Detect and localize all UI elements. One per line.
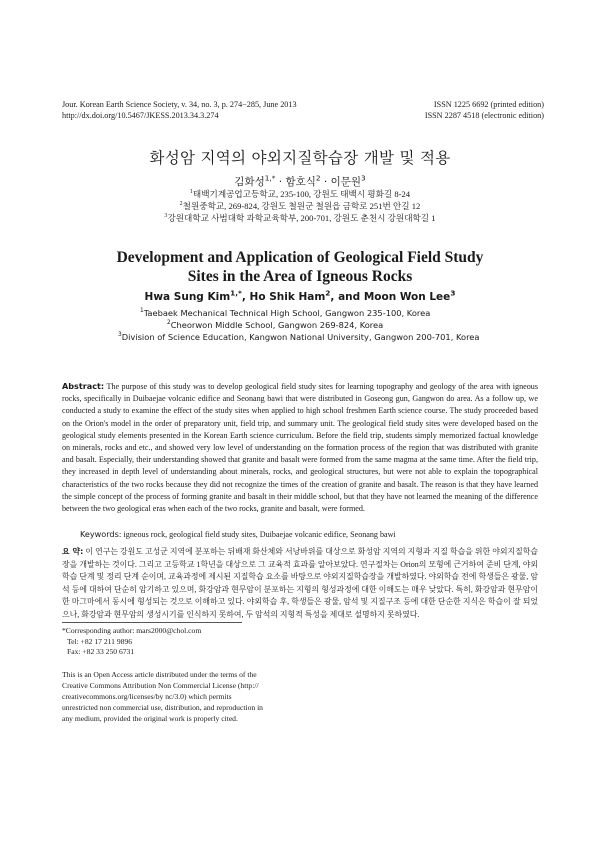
issn-electronic: ISSN 2287 4518 (electronic edition) <box>424 111 544 120</box>
affiliation-ko-2: $^2$철원중학교, 269-824, 강원도 철원군 철원읍 금학로 251번 안길 12 <box>179 201 421 211</box>
korean-abstract-text: 이 연구는 강원도 고성군 지역에 분포하는 뒤배재 화산체와 서낭바위를 대상으로 화성암 지역의 지형과 지질 학습을 위한 야외지질학습장을 개발하는 것이다. 그리고 고등학교 1학년을 대상으로 그 교육적 효과를 알아보았다. 연구절차는 Orion의 모형에 근거하여 준비 단계, 야외학습 단계 및 정리 단계 순이며, 교육과정에 제시된 지질학습 요소를 바탕으로 야외지질학습장을 개발하였다. 야외학습 전에 학생들은 광물, 암석 등에 대하여 단순히 암기하고 있으며, 화강암과 현무암이 분포하는 지형의 형성과정에 대한 이해도는 매우 낮았다. 특히, 화강암과 현무암이 한 마그마에서 동시에 형성되는 것으로 이해하고 있다. 야외학습 후, 학생들은 광물, 암석 및 지질구조 등에 대한 단순한 지식은 학습이 잘 되었으나, 화강암과 현무암의 생성시기를 인식하지 못하여, 두 암석의 지형적 특성을 제대로 설명하지 못하였다. <box>62 547 538 619</box>
keywords <box>80 528 540 541</box>
abstract-text: The purpose of this study was to develop geological field study sites for learning topography and geology of the area with igneous rocks, specifically in Duibaejae volcanic edifice and Seonang bawi that were distributed in Goseong gun, Gangwon do area. As a follow up, we conducted a study to examine the effect of the study sites when applied to high school freshmen Earth science course. The study proceeded based on the Orion's model in the order of preparatory unit, field trip, and summary unit. The geological field study sites were developed based on the geological study elements presented in the Korean Earth science curriculum. Before the field trip, students simply memorized factual knowledge on minerals, rocks and etc., and showed very low level of understanding on the formation process of the region that was distributed with granite and basalt. Especially, their understanding showed that granite and basalt were formed from the same magma at the same time. After the field trip, they increased in depth level of understanding about minerals, rocks, and geological structures, but were not able to explain the topographical characteristics of the two rocks because they did not recognize the times of the creation of granite and basalt. The reason is that they have learned the simple concept of the process of forming granite and basalt in their middle school, but that they have not learned the meaning of the difference between the two geological eras when each of the two rocks, granite and basalt, were formed. <box>62 382 538 514</box>
footnote-tel: Tel: +82 17 211 9896 <box>67 636 133 646</box>
korean-abstract-label: 요 약: <box>62 547 84 556</box>
affiliation-ko-3: $^3$강원대학교 사범대학 과학교육학부, 200-701, 강원도 춘천시 강원대학길 1 <box>164 213 436 223</box>
korean-authors <box>60 174 540 189</box>
keywords-text: igneous rock, geological field study sites, Duibaejae volcanic edifice, Seonang bawi <box>123 530 396 539</box>
license-note: This is an Open Access article distributed under the terms of the Creative Commons Attribution Non Commercial License (http:// creativecommons.org/licenses/by nc/3.0) which permits unrestricted non commercial use, distribution, and reproduction in any medium, provided the original work is properly cited. <box>62 670 263 723</box>
journal-line: Jour. Korean Earth Science Society, v. 34, no. 3, p. 274−285, June 2013 <box>62 100 297 109</box>
korean-abstract <box>62 546 538 622</box>
affiliation-en-2: $^2$Cheorwon Middle School, Gangwon 269-824, Korea <box>167 320 384 330</box>
author-en-1: Hwa Sung Kim$^{1,*}$, <box>144 288 250 303</box>
english-title <box>60 248 540 286</box>
english-authors <box>60 288 540 303</box>
author-ko-1: 김화성$^{1,*}$ <box>234 173 276 188</box>
footnote <box>62 626 302 658</box>
affiliation-en-3: $^3$Division of Science Education, Kangwon National University, Gangwon 200-701, Korea <box>118 332 480 342</box>
abstract <box>62 380 538 515</box>
english-affiliations <box>118 307 558 343</box>
author-separator: · <box>275 176 286 188</box>
affiliation-ko-1: $^1$태백기계공업고등학교, 235-100, 강원도 태백시 평화길 8-24 <box>189 189 411 199</box>
author-en-2: Ho Shik Ham$^2$, and <box>249 288 364 303</box>
issn-print: ISSN 1225 6692 (printed edition) <box>433 100 544 109</box>
doi-line: http://dx.doi.org/10.5467/JKESS.2013.34.3.274 <box>62 111 219 120</box>
issn-block <box>384 99 544 121</box>
keywords-label: Keywords: <box>80 529 122 539</box>
author-en-3: Moon Won Lee$^3$ <box>363 288 456 303</box>
author-ko-2: 함호식$^2$ <box>285 173 321 188</box>
corresponding-author: *Corresponding author: mars2000@chol.com <box>62 626 202 635</box>
author-separator: · <box>320 176 331 188</box>
abstract-label: Abstract: <box>62 381 105 391</box>
footnote-fax: Fax: +82 33 250 6731 <box>67 647 135 656</box>
footnote-rule <box>62 622 242 623</box>
english-title-line-2: Sites in the Area of Igneous Rocks <box>187 268 413 285</box>
journal-citation <box>62 99 342 121</box>
korean-affiliations <box>60 188 540 224</box>
author-ko-3: 이문원$^3$ <box>330 173 366 188</box>
affiliation-en-1: $^1$Taebaek Mechanical Technical High School, Gangwon 235-100, Korea <box>140 308 431 318</box>
english-title-line-1: Development and Application of Geological Field Study <box>116 249 484 266</box>
korean-title: 화성암 지역의 야외지질학습장 개발 및 적용 <box>149 149 451 167</box>
